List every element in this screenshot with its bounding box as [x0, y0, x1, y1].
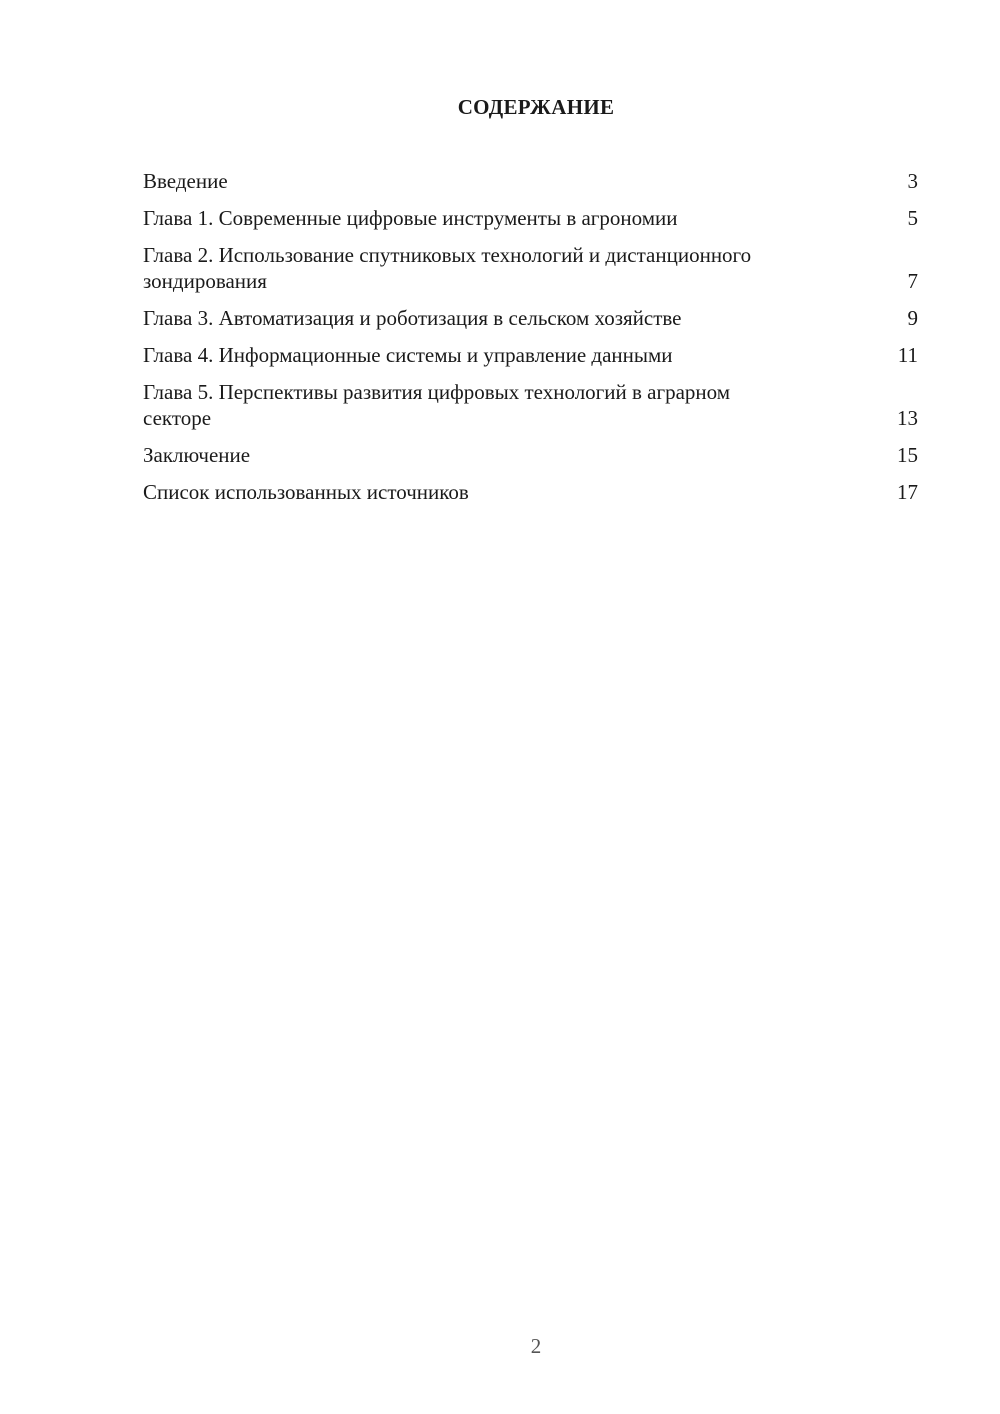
toc-entry-page: 15 — [897, 443, 918, 467]
toc-entry-conclusion[interactable] — [143, 442, 918, 468]
toc-entry-label: Заключение — [143, 443, 251, 467]
toc-entry-chapter-3[interactable] — [143, 305, 918, 331]
toc-entry-label: Глава 2. Использование спутниковых технологий и дистанционного зондирования — [143, 243, 752, 293]
toc-entry-label: Список использованных источников — [143, 480, 469, 504]
toc-entry-page: 17 — [897, 480, 918, 504]
toc-entry-page: 5 — [907, 206, 918, 230]
toc-entry-chapter-2[interactable] — [143, 242, 918, 294]
toc-entry-page: 13 — [897, 406, 918, 430]
toc-entry-label: Глава 4. Информационные системы и управление данными — [143, 343, 673, 367]
toc-entry-page: 7 — [907, 269, 918, 293]
toc-entry-label: Глава 5. Перспективы развития цифровых технологий в аграрном секторе — [143, 380, 731, 430]
page-number: 2 — [530, 1334, 542, 1358]
toc-entry-chapter-5[interactable] — [143, 379, 918, 431]
page-title: СОДЕРЖАНИЕ — [457, 95, 615, 119]
toc-entry-label: Глава 3. Автоматизация и роботизация в сельском хозяйстве — [143, 306, 682, 330]
toc-entry-page: 3 — [907, 169, 918, 193]
toc-entry-chapter-4[interactable] — [143, 342, 918, 368]
toc-entry-introduction[interactable] — [143, 168, 918, 194]
toc-entry-label: Введение — [143, 169, 228, 193]
toc-entry-page: 9 — [907, 306, 918, 330]
table-of-contents — [143, 168, 918, 516]
toc-entry-page: 11 — [897, 343, 918, 367]
toc-entry-references[interactable] — [143, 479, 918, 505]
toc-entry-chapter-1[interactable] — [143, 205, 918, 231]
toc-entry-label: Глава 1. Современные цифровые инструменты в агрономии — [143, 206, 678, 230]
